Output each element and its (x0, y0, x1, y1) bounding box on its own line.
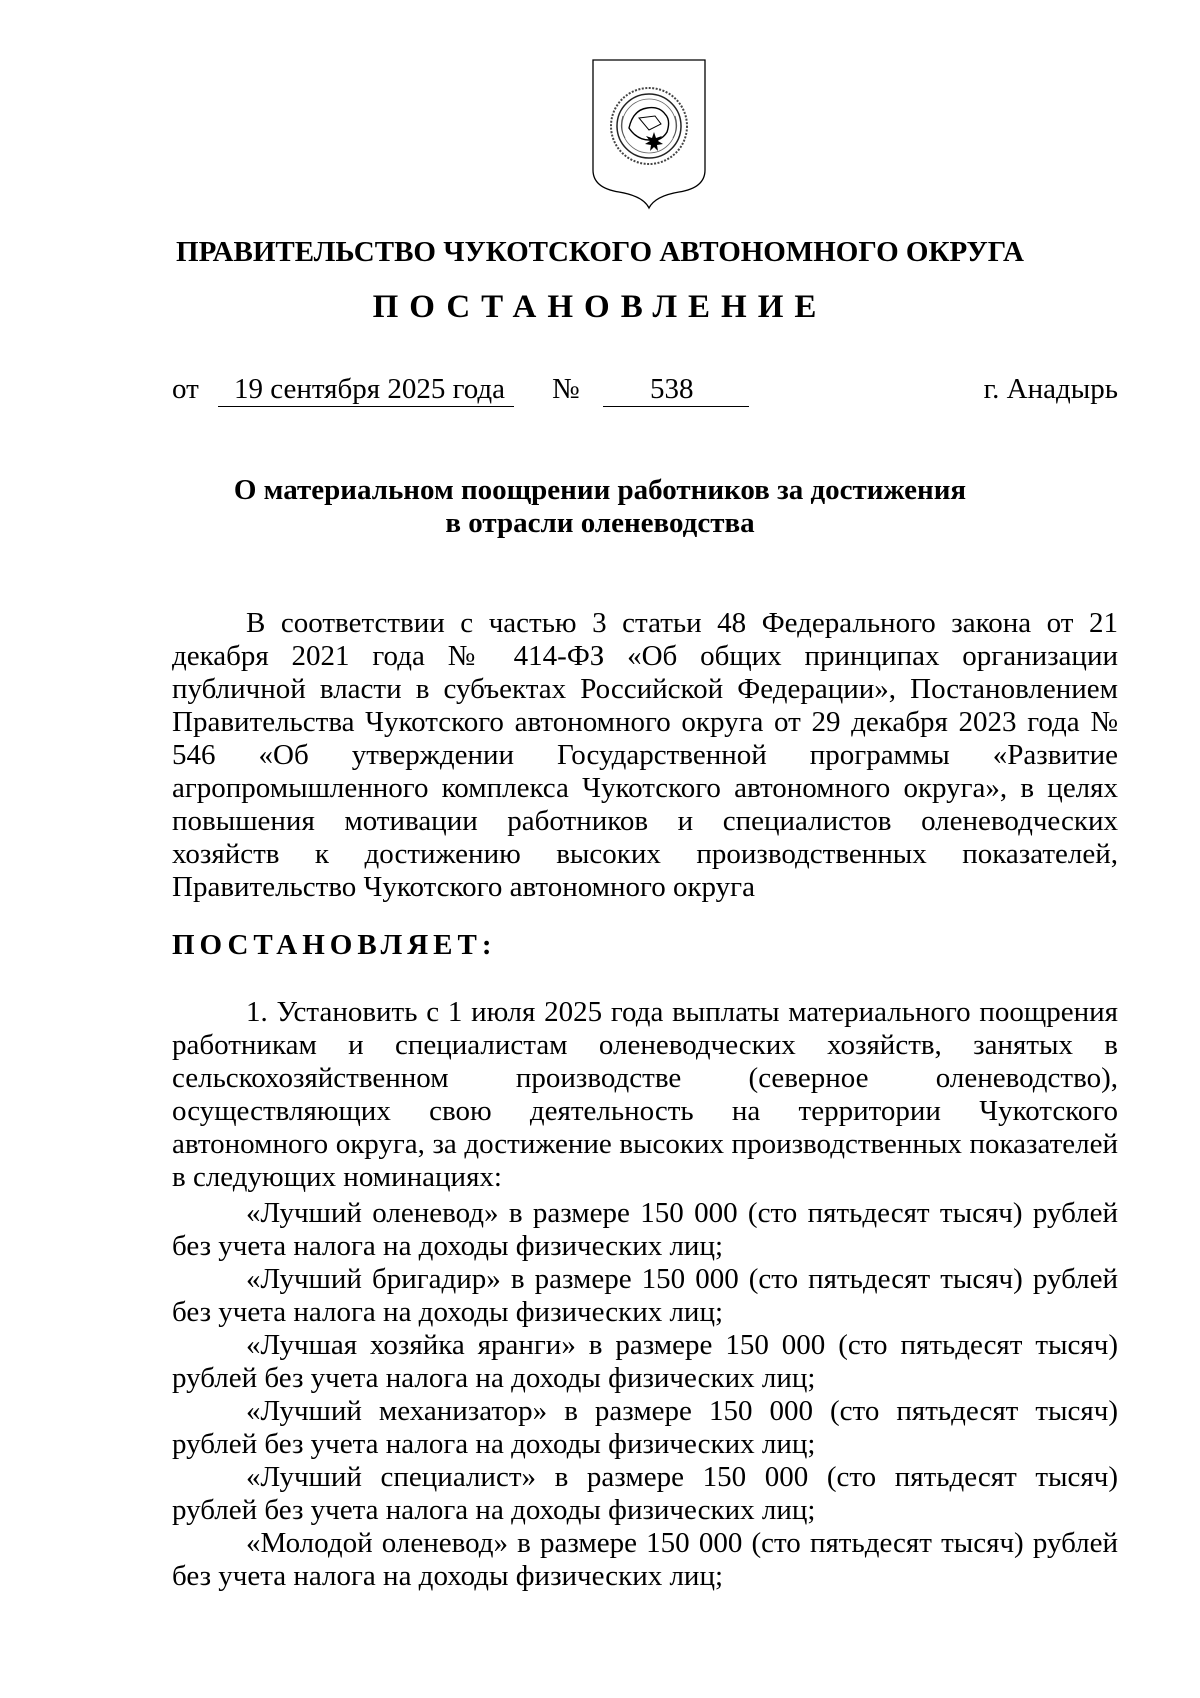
document-type: ПОСТАНОВЛЕНИЕ (372, 289, 828, 325)
nomination-item: «Лучший специалист» в размере 150 000 (сто пятьдесят тысяч) рублей без учета налога на доходы физических лиц; (172, 1461, 1118, 1526)
preamble-text: В соответствии с частью 3 статьи 48 Федерального закона от 21 декабря 2021 года № 414-ФЗ «Об общих принципах организации публичной власти в субъектах Российской Федерации», Постановлением Правительства Чукотского автономного округа от 29 декабря 2023 года № 546 «Об утверждении Государственной программы «Развитие агропромышленного комплекса Чукотского автономного округа», в целях повышения мотивации работников и специалистов оленеводческих хозяйств к достижению высоких производственных показателей, Правительство Чукотского автономного округа (172, 607, 1118, 903)
nomination-item: «Лучший механизатор» в размере 150 000 (сто пятьдесят тысяч) рублей без учета налога на доходы физических лиц; (172, 1395, 1118, 1460)
subject-line-1: О материальном поощрении работников за достижения (233, 474, 967, 506)
document-subject (0, 474, 1200, 540)
number-underline (603, 406, 749, 407)
from-label: от (172, 373, 199, 405)
nomination-item: «Лучший оленевод» в размере 150 000 (сто пятьдесят тысяч) рублей без учета налога на доходы физических лиц; (172, 1197, 1118, 1262)
resolves-text: ПОСТАНОВЛЯЕТ: (172, 929, 497, 961)
date-underline (218, 406, 514, 407)
resolves-heading (172, 929, 1118, 962)
nominations-list (172, 1197, 1118, 1593)
document-date: 19 сентября 2025 года (234, 373, 506, 405)
item-1 (172, 996, 1118, 1194)
document-number: 538 (650, 373, 694, 405)
number-label: № (552, 373, 580, 405)
government-title: ПРАВИТЕЛЬСТВО ЧУКОТСКОГО АВТОНОМНОГО ОКРУГА (176, 236, 1024, 268)
nomination-item: «Лучший бригадир» в размере 150 000 (сто пятьдесят тысяч) рублей без учета налога на доходы физических лиц; (172, 1263, 1118, 1328)
preamble-paragraph (172, 607, 1118, 904)
coat-of-arms-emblem (589, 58, 709, 210)
subject-line-2: в отрасли оленеводства (445, 507, 755, 539)
document-meta-row (172, 373, 1118, 411)
nomination-item: «Лучшая хозяйка яранги» в размере 150 000 (сто пятьдесят тысяч) рублей без учета налога на доходы физических лиц; (172, 1329, 1118, 1394)
nomination-item: «Молодой оленевод» в размере 150 000 (сто пятьдесят тысяч) рублей без учета налога на доходы физических лиц; (172, 1527, 1118, 1592)
document-place: г. Анадырь (983, 373, 1118, 405)
item-1-text: 1. Установить с 1 июля 2025 года выплаты материального поощрения работникам и специалистам оленеводческих хозяйств, занятых в сельскохозяйственном производстве (северное оленеводство), осуществляющих свою деятельность на территории Чукотского автономного округа, за достижение высоких производственных показателей в следующих номинациях: (172, 996, 1118, 1193)
